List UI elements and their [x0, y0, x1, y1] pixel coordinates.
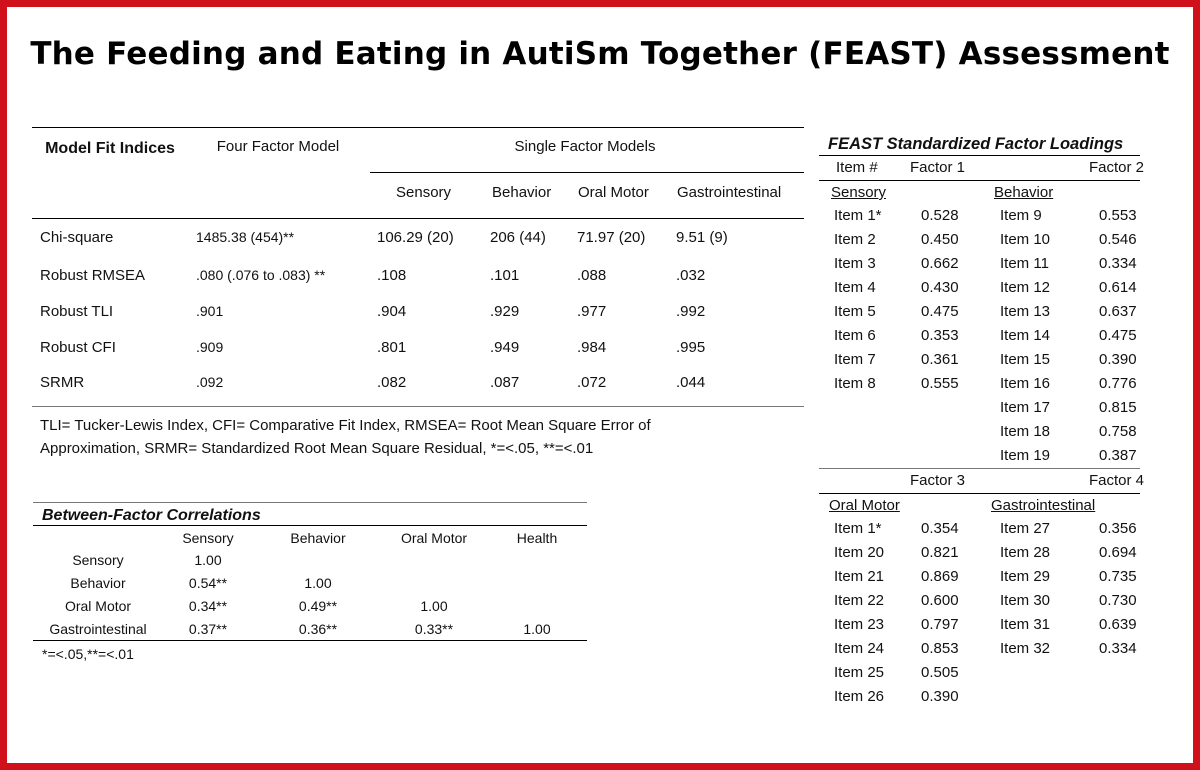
- item-label: Item 31: [1000, 616, 1051, 633]
- item-label: Item 13: [1000, 303, 1051, 320]
- header-factor-2: Factor 2: [1089, 159, 1145, 176]
- group-label-sensory: Sensory: [831, 184, 887, 201]
- item-loading: 0.505: [921, 664, 959, 681]
- corr-rule-bottom: [33, 640, 587, 641]
- item-label: Item 6: [834, 327, 876, 344]
- item-loading: 0.797: [921, 616, 959, 633]
- cell-four: 1485.38 (454)**: [196, 229, 295, 245]
- item-label: Item 14: [1000, 327, 1051, 344]
- item-label: Item 19: [1000, 447, 1051, 464]
- loadings-rule-top: [819, 155, 1140, 156]
- corr-header-oral-motor: Oral Motor: [400, 530, 468, 546]
- item-label: Item 11: [1000, 255, 1049, 272]
- item-label: Item 12: [1000, 279, 1051, 296]
- row-label: Robust CFI: [40, 339, 116, 356]
- cell: 0.36**: [298, 621, 338, 637]
- item-label: Item 1*: [834, 520, 882, 537]
- item-loading: 0.614: [1099, 279, 1137, 296]
- item-loading: 0.637: [1099, 303, 1137, 320]
- row-label: Robust TLI: [40, 303, 114, 320]
- item-label: Item 25: [834, 664, 885, 681]
- cell-behavior: .929: [490, 303, 520, 320]
- item-label: Item 28: [1000, 544, 1051, 561]
- item-loading: 0.475: [921, 303, 959, 320]
- item-loading: 0.475: [1099, 327, 1137, 344]
- corr-title: Between-Factor Correlations: [42, 507, 261, 524]
- cell-sensory: .904: [377, 303, 407, 320]
- cell: 1.00: [304, 575, 332, 591]
- header-factor-1: Factor 1: [910, 159, 966, 176]
- subheader-gastrointestinal: Gastrointestinal: [677, 184, 782, 201]
- cell-oral-motor: .072: [577, 374, 607, 391]
- cell-gastrointestinal: .992: [676, 303, 706, 320]
- item-label: Item 20: [834, 544, 885, 561]
- loadings-rule-mid2: [819, 493, 1140, 494]
- item-loading: 0.450: [921, 231, 959, 248]
- cell: 0.49**: [298, 598, 338, 614]
- item-loading: 0.776: [1099, 375, 1137, 392]
- item-label: Item 18: [1000, 423, 1051, 440]
- corr-note: *=<.05,**=<.01: [42, 646, 134, 662]
- cell-oral-motor: .088: [577, 267, 607, 284]
- cell-sensory: .108: [377, 267, 407, 284]
- cell-oral-motor: .984: [577, 339, 607, 356]
- cell-oral-motor: 71.97 (20): [577, 229, 646, 246]
- cell: 0.37**: [188, 621, 228, 637]
- item-loading: 0.354: [921, 520, 959, 537]
- row-label: SRMR: [40, 374, 85, 391]
- row-label: Oral Motor: [64, 598, 132, 614]
- cell: 0.33**: [414, 621, 454, 637]
- item-loading: 0.735: [1099, 568, 1137, 585]
- cell-four: .092: [196, 374, 224, 390]
- group-label-gastrointestinal: Gastrointestinal: [991, 497, 1096, 514]
- item-loading: 0.361: [921, 351, 959, 368]
- table-note-line1: TLI= Tucker-Lewis Index, CFI= Comparative Fit Index, RMSEA= Root Mean Square Error of: [40, 417, 651, 434]
- cell: 0.54**: [188, 575, 228, 591]
- item-loading: 0.555: [921, 375, 959, 392]
- item-label: Item 21: [834, 568, 885, 585]
- row-label: Behavior: [70, 575, 126, 591]
- cell-sensory: 106.29 (20): [377, 229, 454, 246]
- cell-four: .901: [196, 303, 224, 319]
- table-rule-sub: [370, 172, 804, 173]
- cell-four: .080 (.076 to .083) **: [196, 267, 326, 283]
- cell-oral-motor: .977: [577, 303, 607, 320]
- header-factor-3: Factor 3: [910, 472, 966, 489]
- item-label: Item 30: [1000, 592, 1051, 609]
- subheader-oral-motor: Oral Motor: [578, 184, 649, 201]
- corr-rule-top: [33, 502, 587, 503]
- item-loading: 0.869: [921, 568, 959, 585]
- table-rule-header: [32, 218, 804, 219]
- cell: 1.00: [194, 552, 222, 568]
- item-loading: 0.334: [1099, 255, 1137, 272]
- loadings-rule-mid: [819, 468, 1140, 469]
- item-loading: 0.546: [1099, 231, 1137, 248]
- row-label: Sensory: [72, 552, 124, 568]
- item-label: Item 22: [834, 592, 885, 609]
- item-loading: 0.758: [1099, 423, 1137, 440]
- cell: 1.00: [420, 598, 448, 614]
- cell-behavior: 206 (44): [490, 229, 546, 246]
- row-label: Gastrointestinal: [49, 621, 147, 637]
- corr-rule-title: [33, 525, 587, 526]
- group-label-oral-motor: Oral Motor: [829, 497, 900, 514]
- corr-header-health: Health: [516, 530, 558, 546]
- item-loading: 0.815: [1099, 399, 1137, 416]
- item-label: Item 3: [834, 255, 876, 272]
- item-loading: 0.356: [1099, 520, 1137, 537]
- cell-four: .909: [196, 339, 224, 355]
- row-label: Robust RMSEA: [40, 267, 146, 284]
- cell: 1.00: [523, 621, 551, 637]
- item-label: Item 1*: [834, 207, 882, 224]
- cell-sensory: .082: [377, 374, 407, 391]
- cell-sensory: .801: [377, 339, 407, 356]
- table-rule-top: [32, 127, 804, 128]
- subheader-sensory: Sensory: [396, 184, 452, 201]
- item-loading: 0.639: [1099, 616, 1137, 633]
- cell-gastrointestinal: .995: [676, 339, 706, 356]
- row-label: Chi-square: [40, 229, 114, 246]
- item-label: Item 24: [834, 640, 885, 657]
- table-note-line2: Approximation, SRMR= Standardized Root Mean Square Residual, *=<.05, **=<.01: [40, 440, 594, 457]
- item-label: Item 16: [1000, 375, 1051, 392]
- item-loading: 0.821: [921, 544, 959, 561]
- cell-gastrointestinal: .044: [676, 374, 706, 391]
- item-loading: 0.430: [921, 279, 959, 296]
- corr-header-behavior: Behavior: [290, 530, 346, 546]
- item-label: Item 27: [1000, 520, 1051, 537]
- item-label: Item 23: [834, 616, 885, 633]
- header-model-fit-indices: Model Fit Indices: [45, 140, 175, 157]
- cell-behavior: .101: [490, 267, 520, 284]
- slide-title: The Feeding and Eating in AutiSm Together (FEAST) Assessment: [30, 36, 1170, 72]
- item-label: Item 4: [834, 279, 876, 296]
- item-loading: 0.390: [921, 688, 959, 705]
- header-four-factor: Four Factor Model: [216, 138, 340, 155]
- cell-behavior: .949: [490, 339, 520, 356]
- item-loading: 0.387: [1099, 447, 1137, 464]
- item-loading: 0.528: [921, 207, 959, 224]
- item-label: Item 5: [834, 303, 876, 320]
- item-loading: 0.694: [1099, 544, 1137, 561]
- item-loading: 0.600: [921, 592, 959, 609]
- cell-gastrointestinal: .032: [676, 267, 706, 284]
- item-label: Item 2: [834, 231, 876, 248]
- item-label: Item 15: [1000, 351, 1051, 368]
- loadings-rule-header: [819, 180, 1140, 181]
- item-label: Item 17: [1000, 399, 1051, 416]
- group-label-behavior: Behavior: [994, 184, 1054, 201]
- item-label: Item 8: [834, 375, 876, 392]
- subheader-behavior: Behavior: [492, 184, 552, 201]
- loadings-title: FEAST Standardized Factor Loadings: [828, 135, 1124, 153]
- item-label: Item 29: [1000, 568, 1051, 585]
- item-label: Item 26: [834, 688, 885, 705]
- cell-behavior: .087: [490, 374, 520, 391]
- corr-header-sensory: Sensory: [182, 530, 234, 546]
- item-label: Item 10: [1000, 231, 1051, 248]
- item-loading: 0.662: [921, 255, 959, 272]
- cell: 0.34**: [188, 598, 228, 614]
- header-item: Item #: [836, 159, 878, 176]
- item-loading: 0.353: [921, 327, 959, 344]
- item-loading: 0.553: [1099, 207, 1137, 224]
- cell-gastrointestinal: 9.51 (9): [676, 229, 728, 246]
- item-loading: 0.390: [1099, 351, 1137, 368]
- item-loading: 0.853: [921, 640, 959, 657]
- item-label: Item 9: [1000, 207, 1042, 224]
- item-loading: 0.334: [1099, 640, 1137, 657]
- item-label: Item 7: [834, 351, 876, 368]
- table-rule-bottom: [32, 406, 804, 407]
- header-single-factor: Single Factor Models: [514, 138, 656, 155]
- header-factor-4: Factor 4: [1089, 472, 1145, 489]
- item-loading: 0.730: [1099, 592, 1137, 609]
- item-label: Item 32: [1000, 640, 1051, 657]
